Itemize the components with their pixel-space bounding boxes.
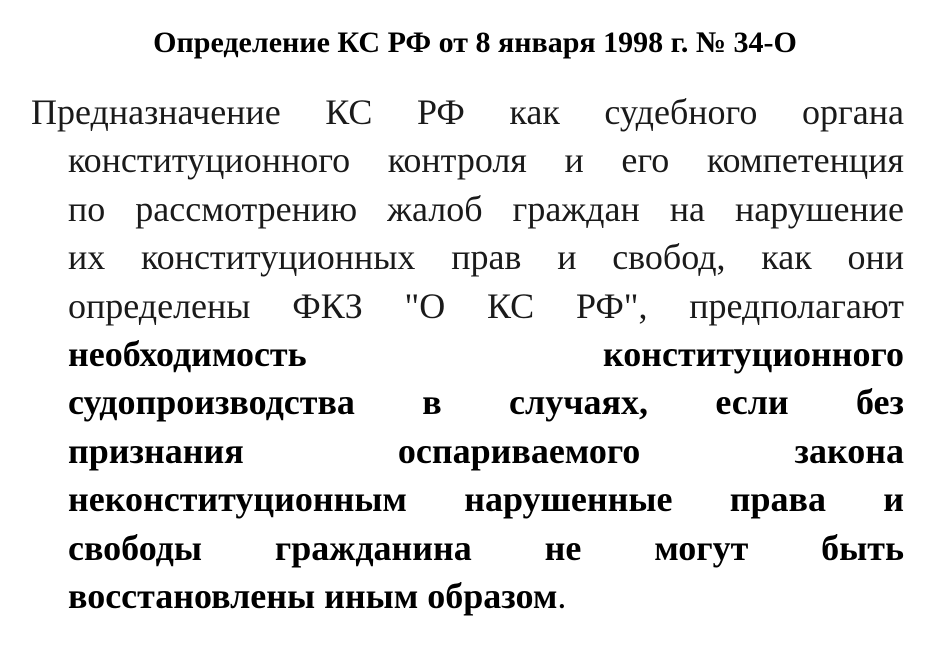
word: конституционного: [602, 333, 904, 374]
word: они: [847, 237, 904, 278]
word: граждан: [512, 188, 640, 229]
word: предполагают: [689, 285, 904, 326]
word: гражданина: [274, 527, 472, 568]
word: "О: [404, 285, 446, 326]
word: жалоб: [387, 188, 483, 229]
word: не: [544, 527, 582, 568]
paragraph-line-emphasis: [31, 524, 904, 572]
word: признания: [68, 430, 244, 471]
word: оспариваемого: [397, 430, 641, 471]
paragraph-line: [31, 282, 904, 330]
word: их: [68, 237, 106, 278]
word: и: [564, 140, 584, 181]
paragraph-line: [31, 88, 904, 136]
word: Предназначение: [31, 92, 281, 132]
word: судебного: [604, 92, 758, 132]
paragraph-line-emphasis: [31, 378, 904, 426]
word: закона: [794, 430, 904, 471]
paragraph-line: [31, 233, 904, 281]
word: компетенция: [706, 140, 904, 181]
paragraph-line: [31, 136, 904, 184]
final-period: .: [557, 575, 567, 616]
word: органа: [801, 92, 904, 132]
word: быть: [821, 527, 904, 568]
word: ФКЗ: [292, 285, 363, 326]
word: восстановлены иным образом: [68, 575, 558, 616]
word: без: [855, 382, 904, 423]
word: КС: [487, 285, 535, 326]
word: контроля: [387, 140, 527, 181]
word: на: [669, 188, 705, 229]
paragraph-line-emphasis: [31, 475, 904, 523]
word: в: [422, 382, 442, 423]
word: как: [509, 92, 560, 132]
word: по: [68, 188, 106, 229]
paragraph-line-emphasis: [31, 330, 904, 378]
word: свобод,: [612, 237, 726, 278]
word: конституционного: [68, 140, 351, 181]
word: нарушение: [734, 188, 904, 229]
word: необходимость: [68, 333, 307, 374]
word: и: [883, 479, 904, 520]
word: судопроизводства: [68, 382, 355, 423]
word: могут: [654, 527, 749, 568]
word: как: [761, 237, 812, 278]
word: неконституционным: [68, 479, 407, 520]
word: РФ: [416, 92, 465, 132]
word: определены: [68, 285, 251, 326]
paragraph-line-emphasis: [31, 572, 904, 620]
word: его: [621, 140, 670, 181]
word: и: [557, 237, 577, 278]
word: свободы: [68, 527, 202, 568]
body-paragraph: [31, 88, 904, 620]
word: права: [729, 479, 826, 520]
word: прав: [451, 237, 522, 278]
word: конституционных: [141, 237, 416, 278]
word: КС: [325, 92, 373, 132]
page-title: Определение КС РФ от 8 января 1998 г. № 34-О: [153, 26, 797, 59]
paragraph-line: [31, 185, 904, 233]
word: нарушенные: [464, 479, 673, 520]
word: рассмотрению: [135, 188, 358, 229]
paragraph-line-emphasis: [31, 427, 904, 475]
word: случаях,: [509, 382, 648, 423]
word: РФ",: [575, 285, 648, 326]
word: если: [715, 382, 789, 423]
